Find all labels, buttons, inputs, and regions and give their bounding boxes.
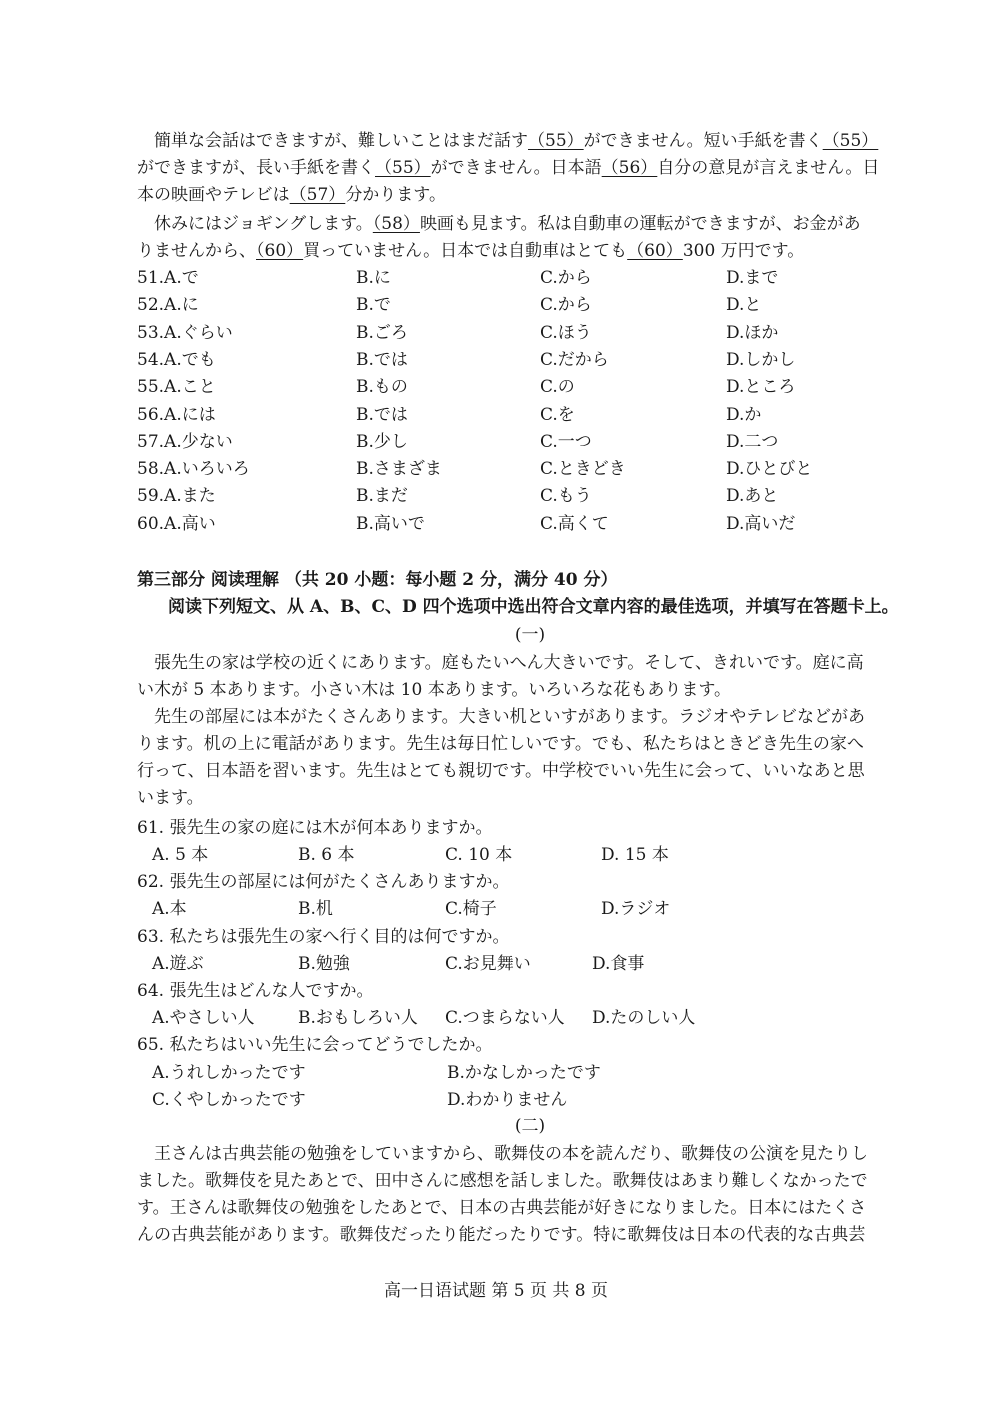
option-63-b: B.勉強: [298, 954, 350, 974]
question-62: 62. 張先生の部屋には何がたくさんありますか。: [137, 872, 510, 892]
option-a: 51.A.で: [137, 268, 199, 288]
section-instruction: 阅读下列短文、从 A、B、C、D 四个选项中选出符合文章内容的最佳选项，并填写在答题卡上。: [168, 597, 899, 617]
reading-line: ります。机の上に電話があります。先生は毎日忙しいです。でも、私たちはときどき先生の家へ: [137, 734, 864, 754]
option-63-d: D.食事: [592, 954, 645, 974]
option-62-d: D.ラジオ: [601, 899, 671, 919]
option-64-b: B.おもしろい人: [298, 1008, 418, 1028]
option-c: C.ときどき: [540, 459, 626, 480]
option-c: C.高くて: [540, 513, 609, 534]
reading-line: す。王さんは歌舞伎の勉強をしたあとで、日本の古典芸能が好きになりました。日本にはたくさ: [137, 1198, 867, 1218]
option-64-c: C.つまらない人: [445, 1008, 565, 1028]
blank-60: （60）: [256, 241, 304, 261]
blank-57: （57）: [289, 185, 346, 205]
option-a: 53.A.ぐらい: [137, 322, 233, 343]
page-footer: 高一日语试题 第 5 页 共 8 页: [383, 1281, 609, 1301]
reading-line: い木が 5 本あります。小さい木は 10 本あります。いろいろな花もあります。: [137, 680, 731, 700]
option-row: [137, 320, 923, 347]
option-63-a: A.遊ぶ: [152, 954, 204, 974]
passage-line: 本の映画やテレビは（57）分かります。: [137, 185, 446, 205]
option-row: [137, 402, 923, 429]
option-b: B.で: [356, 295, 391, 316]
option-c: C.から: [540, 295, 592, 316]
option-a: 52.A.に: [137, 295, 199, 316]
option-65-c: C.くやしかったです: [152, 1090, 306, 1110]
option-d: D.しかし: [726, 349, 796, 370]
option-row: [137, 265, 923, 292]
passage-line: りませんから、（60）買っていません。日本では自動車はとても（60）300 万円です。: [137, 241, 805, 261]
reading-line: ました。歌舞伎を見たあとで、田中さんに感想を話しました。歌舞伎はあまり難しくなかったで: [137, 1171, 868, 1191]
option-d: D.ところ: [726, 377, 796, 398]
reading-line: 張先生の家は学校の近くにあります。庭もたいへん大きいです。そして、きれいです。庭に高: [154, 653, 864, 673]
reading-1-text: [137, 650, 923, 812]
option-65-a: A.うれしかったです: [152, 1063, 306, 1083]
option-row: [137, 511, 923, 538]
blank-55: （55）: [822, 131, 879, 151]
option-c: C.もう: [540, 486, 592, 507]
option-d: D.高いだ: [726, 513, 796, 534]
option-61-c: C. 10 本: [445, 845, 513, 865]
option-63-c: C.お見舞い: [445, 954, 531, 974]
option-b: B.さまざま: [356, 459, 442, 480]
option-b: B.に: [356, 268, 391, 288]
passage-paragraph-2: [137, 211, 923, 265]
option-d: D.ひとびと: [726, 459, 813, 480]
option-c: C.の: [540, 377, 575, 398]
reading-label-1: (一): [514, 625, 546, 645]
option-c: C.から: [540, 268, 592, 288]
option-row: [137, 347, 923, 374]
blank-58: （58）: [372, 214, 420, 234]
question-64: 64. 張先生はどんな人ですか。: [137, 981, 374, 1001]
option-d: D.二つ: [726, 431, 779, 452]
option-a: 60.A.高い: [137, 513, 216, 534]
reading-line: 王さんは古典芸能の勉強をしていますから、歌舞伎の本を読んだり、歌舞伎の公演を見たりし: [154, 1144, 868, 1164]
option-b: B.まだ: [356, 486, 408, 507]
option-b: B.では: [356, 404, 408, 425]
option-d: D.と: [726, 295, 762, 316]
option-row: [137, 429, 923, 456]
option-b: B.少し: [356, 431, 408, 452]
option-a: 58.A.いろいろ: [137, 459, 250, 480]
option-b: B.では: [356, 349, 408, 370]
passage-paragraph-1: [137, 128, 923, 209]
option-c: C.を: [540, 404, 575, 425]
option-c: C.ほう: [540, 322, 592, 343]
option-b: B.もの: [356, 377, 408, 398]
blank-55: （55）: [375, 158, 431, 178]
question-61: 61. 張先生の家の庭には木が何本ありますか。: [137, 818, 493, 838]
section-heading: 第三部分 阅读理解 （共 20 小题：每小题 2 分，满分 40 分）: [137, 570, 618, 590]
option-64-a: A.やさしい人: [152, 1008, 255, 1028]
question-65: 65. 私たちはいい先生に会ってどうでしたか。: [137, 1035, 493, 1055]
passage-line: 簡単な会話はできますが、難しいことはまだ話す（55）ができません。短い手紙を書く（55）: [154, 131, 879, 151]
option-row: [137, 456, 923, 483]
reading-line: います。: [137, 788, 204, 808]
option-a: 56.A.には: [137, 404, 216, 425]
option-65-b: B.かなしかったです: [447, 1063, 601, 1083]
option-a: 57.A.少ない: [137, 431, 233, 452]
option-61-b: B. 6 本: [298, 845, 355, 865]
option-62-c: C.椅子: [445, 899, 497, 919]
option-64-d: D.たのしい人: [592, 1008, 696, 1028]
reading-line: 先生の部屋には本がたくさんあります。大きい机といすがあります。ラジオやテレビなどがあ: [154, 707, 865, 727]
reading-line: 行って、日本語を習います。先生はとても親切です。中学校でいい先生に会って、いいなあと思: [137, 761, 865, 781]
option-row: [137, 483, 923, 510]
reading-label-2: (二): [514, 1116, 546, 1136]
option-d: D.か: [726, 404, 762, 425]
option-62-b: B.机: [298, 899, 333, 919]
option-65-d: D.わかりません: [447, 1090, 568, 1110]
question-63: 63. 私たちは張先生の家へ行く目的は何ですか。: [137, 927, 510, 947]
blank-55: （55）: [528, 131, 584, 151]
option-b: B.高いで: [356, 513, 425, 534]
option-row: [137, 374, 923, 401]
option-d: D.あと: [726, 486, 779, 507]
option-62-a: A.本: [152, 899, 187, 919]
option-a: 59.A.また: [137, 486, 216, 507]
option-b: B.ごろ: [356, 322, 408, 343]
option-c: C.だから: [540, 349, 609, 370]
passage-line: ができますが、長い手紙を書く（55）ができません。日本語（56）自分の意見が言えません。日: [137, 158, 880, 178]
blank-60: （60）: [627, 241, 683, 261]
reading-2-text: [137, 1141, 923, 1249]
option-61-d: D. 15 本: [601, 845, 669, 865]
option-row: [137, 292, 923, 319]
option-a: 55.A.こと: [137, 377, 216, 398]
option-61-a: A. 5 本: [152, 845, 209, 865]
blank-56: （56）: [601, 158, 658, 178]
option-d: D.ほか: [726, 322, 779, 343]
option-d: D.まで: [726, 268, 779, 288]
option-c: C.一つ: [540, 431, 592, 452]
passage-line: 休みにはジョギングします。（58）映画も見ます。私は自動車の運転ができますが、お金があ: [154, 214, 861, 234]
reading-line: んの古典芸能があります。歌舞伎だったり能だったりです。特に歌舞伎は日本の代表的な古典芸: [137, 1225, 866, 1245]
option-a: 54.A.でも: [137, 349, 216, 370]
